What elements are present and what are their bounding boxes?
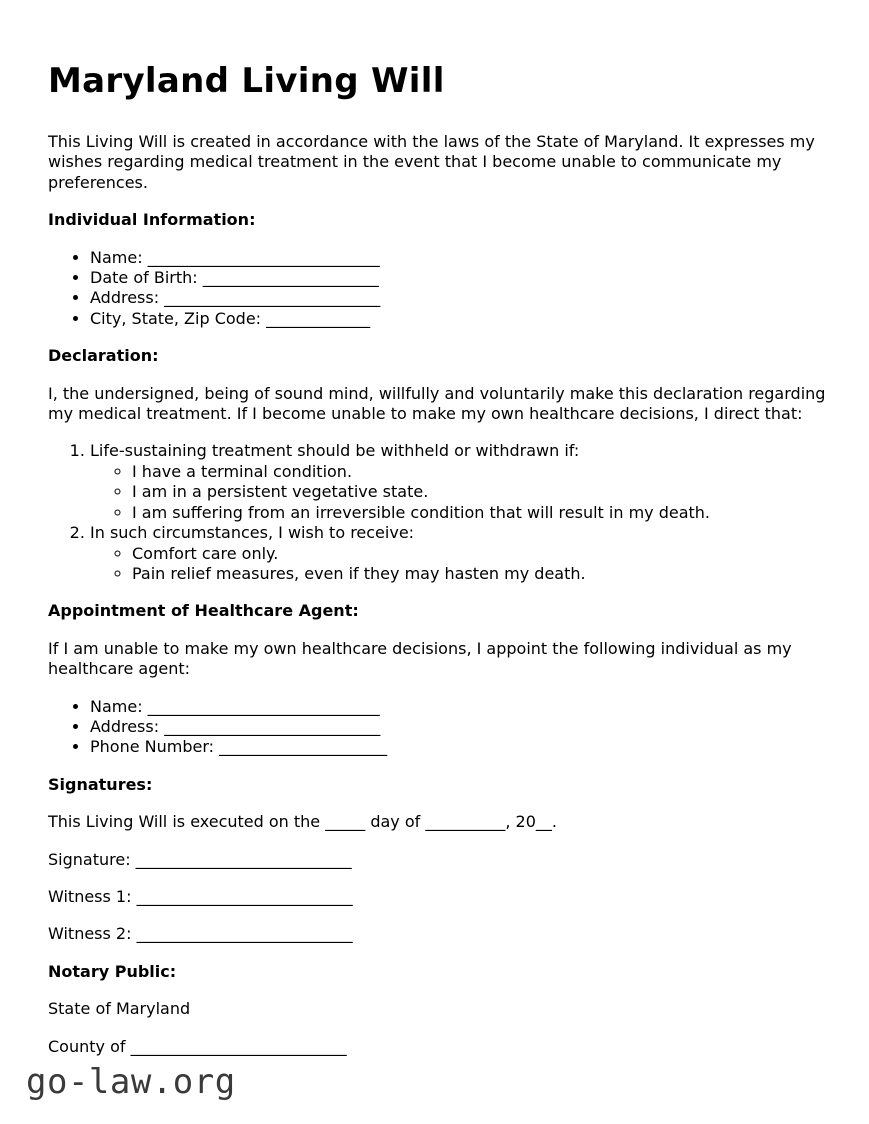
document-page (48, 58, 828, 1074)
agent-paragraph: If I am unable to make my own healthcare decisions, I appoint the following individual as my healthcare agent: (48, 638, 792, 679)
agent-name-field: • Name: _____________________________ (90, 697, 828, 717)
declaration-item-label: In such circumstances, I wish to receive: (90, 523, 415, 543)
notary-heading: Notary Public: (48, 961, 177, 981)
declaration-subitems (90, 462, 828, 523)
declaration-item (90, 441, 828, 523)
witness-2-line: Witness 2: ___________________________ (48, 924, 353, 944)
individual-name-field: • Name: _____________________________ (90, 248, 828, 268)
declaration-item-label: Life-sustaining treatment should be withheld or withdrawn if: (90, 441, 580, 461)
agent-heading: Appointment of Healthcare Agent: (48, 601, 359, 621)
witness-1-line: Witness 1: ___________________________ (48, 886, 353, 906)
declaration-heading: Declaration: (48, 346, 159, 366)
declaration-subitem: ◦ Comfort care only. (132, 544, 828, 564)
watermark: go-law.org (26, 1062, 236, 1102)
executed-date-line: This Living Will is executed on the _____ day of __________, 20__. (48, 812, 557, 832)
agent-info-list (48, 697, 828, 758)
declaration-subitem: ◦ I have a terminal condition. (132, 462, 828, 482)
individual-info-heading: Individual Information: (48, 210, 256, 230)
declaration-subitem: ◦ I am in a persistent vegetative state. (132, 482, 828, 502)
declaration-subitem: ◦ I am suffering from an irreversible condition that will result in my death. (132, 503, 828, 523)
individual-dob-field: • Date of Birth: ______________________ (90, 268, 828, 288)
declaration-paragraph: I, the undersigned, being of sound mind, willfully and voluntarily make this declaration regarding my medical treatment. If I become unable to make my own healthcare decisions, I direct that: (48, 383, 826, 424)
individual-city-state-zip-field: • City, State, Zip Code: _____________ (90, 309, 828, 329)
individual-info-list (48, 248, 828, 330)
notary-state: State of Maryland (48, 999, 191, 1019)
agent-phone-field: • Phone Number: _____________________ (90, 737, 828, 757)
signature-line: Signature: ___________________________ (48, 849, 352, 869)
declaration-subitem: ◦ Pain relief measures, even if they may hasten my death. (132, 564, 828, 584)
intro-paragraph: This Living Will is created in accordance with the laws of the State of Maryland. It expresses my wishes regarding medical treatment in the event that I become unable to communicate my preferences. (48, 132, 815, 192)
declaration-list (48, 441, 828, 584)
declaration-subitems (90, 544, 828, 585)
agent-address-field: • Address: ___________________________ (90, 717, 828, 737)
declaration-item (90, 523, 828, 584)
document-title: Maryland Living Will (48, 61, 445, 101)
notary-county-line: County of ___________________________ (48, 1036, 347, 1056)
signatures-heading: Signatures: (48, 774, 153, 794)
individual-address-field: • Address: ___________________________ (90, 288, 828, 308)
